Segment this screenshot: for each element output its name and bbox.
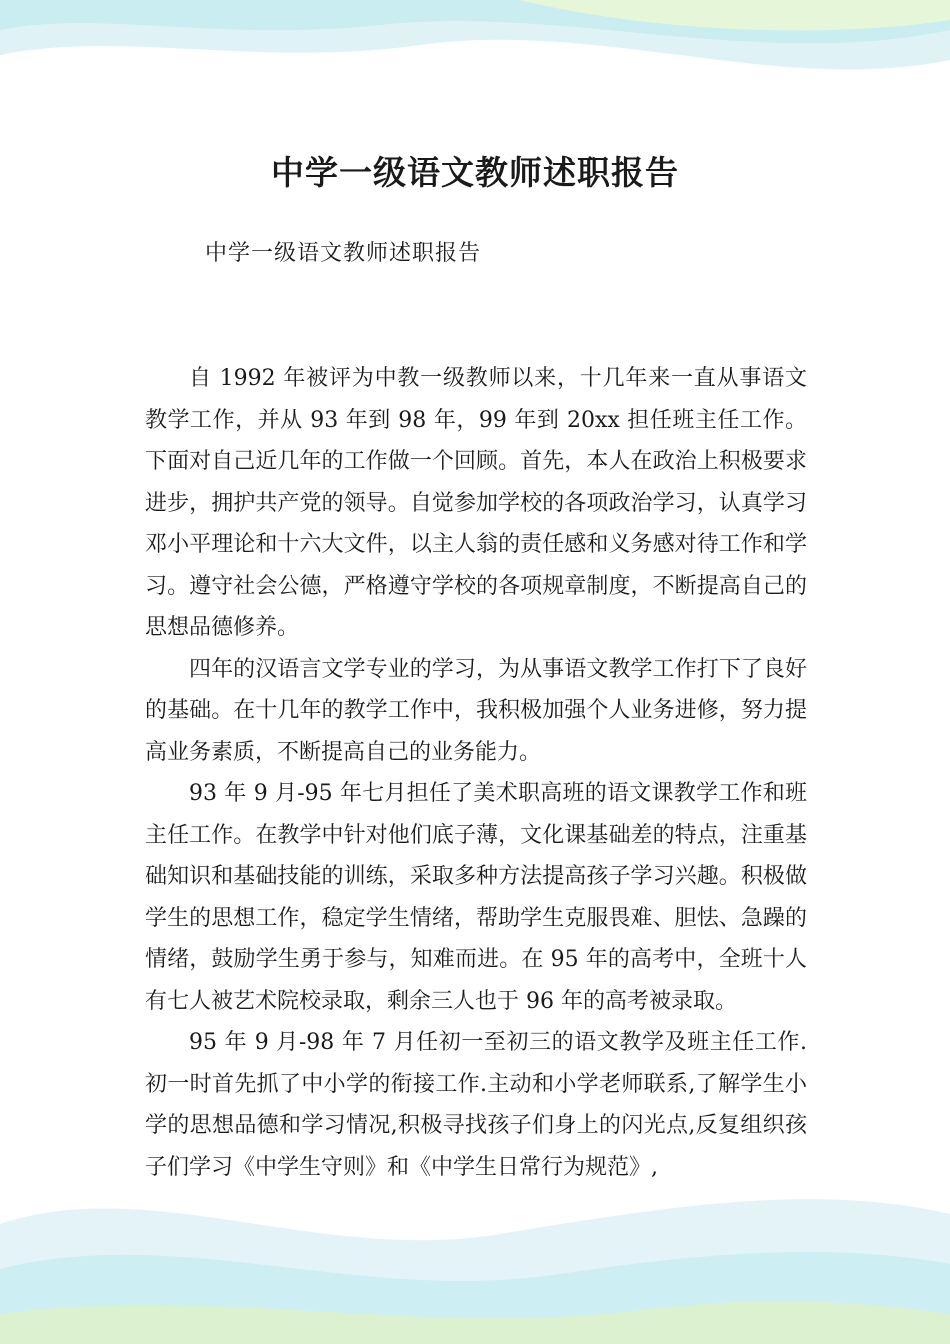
document-title: 中学一级语文教师述职报告: [271, 153, 679, 192]
paragraph: 四年的汉语言文学专业的学习，为从事语文教学工作打下了良好的基础。在十几年的教学工作中，我积极加强个人业务进修，努力提高业务素质，不断提高自己的业务能力。: [145, 656, 807, 765]
paragraph: 93 年 9 月-95 年七月担任了美术职高班的语文课教学工作和班主任工作。在教学中针对他们底子薄，文化课基础差的特点，注重基础知识和基础技能的训练，采取多种方法提高孩子学习兴趣。积极做学生的思想工作，稳定学生情绪，帮助学生克服畏难、胆怯、急躁的情绪，鼓励学生勇于参与，知难而进。在 95 年的高考中，全班十人有七人被艺术院校录取，剩余三人也于 96 年的高考被录取。: [145, 781, 807, 1014]
document-subtitle: 中学一级语文教师述职报告: [205, 241, 482, 266]
paragraph: 自 1992 年被评为中教一级教师以来，十几年来一直从事语文教学工作，并从 93 年到 98 年，99 年到 20xx 担任班主任工作。下面对自己近几年的工作做一个回顾。首先，本人在政治上积极要求进步，拥护共产党的领导。自觉参加学校的各项政治学习，认真学习邓小平理论和十六大文件，以主人翁的责任感和义务感对待工作和学习。遵守社会公德，严格遵守学校的各项规章制度，不断提高自己的思想品德修养。: [145, 366, 807, 640]
paragraph: 95 年 9 月-98 年 7 月任初一至初三的语文教学及班主任工作.初一时首先抓了中小学的衔接工作.主动和小学老师联系,了解学生小学的思想品德和学习情况,积极寻找孩子们身上的闪光点,反复组织孩子们学习《中学生守则》和《中学生日常行为规范》,: [145, 1030, 807, 1180]
document-body: [145, 358, 807, 1188]
